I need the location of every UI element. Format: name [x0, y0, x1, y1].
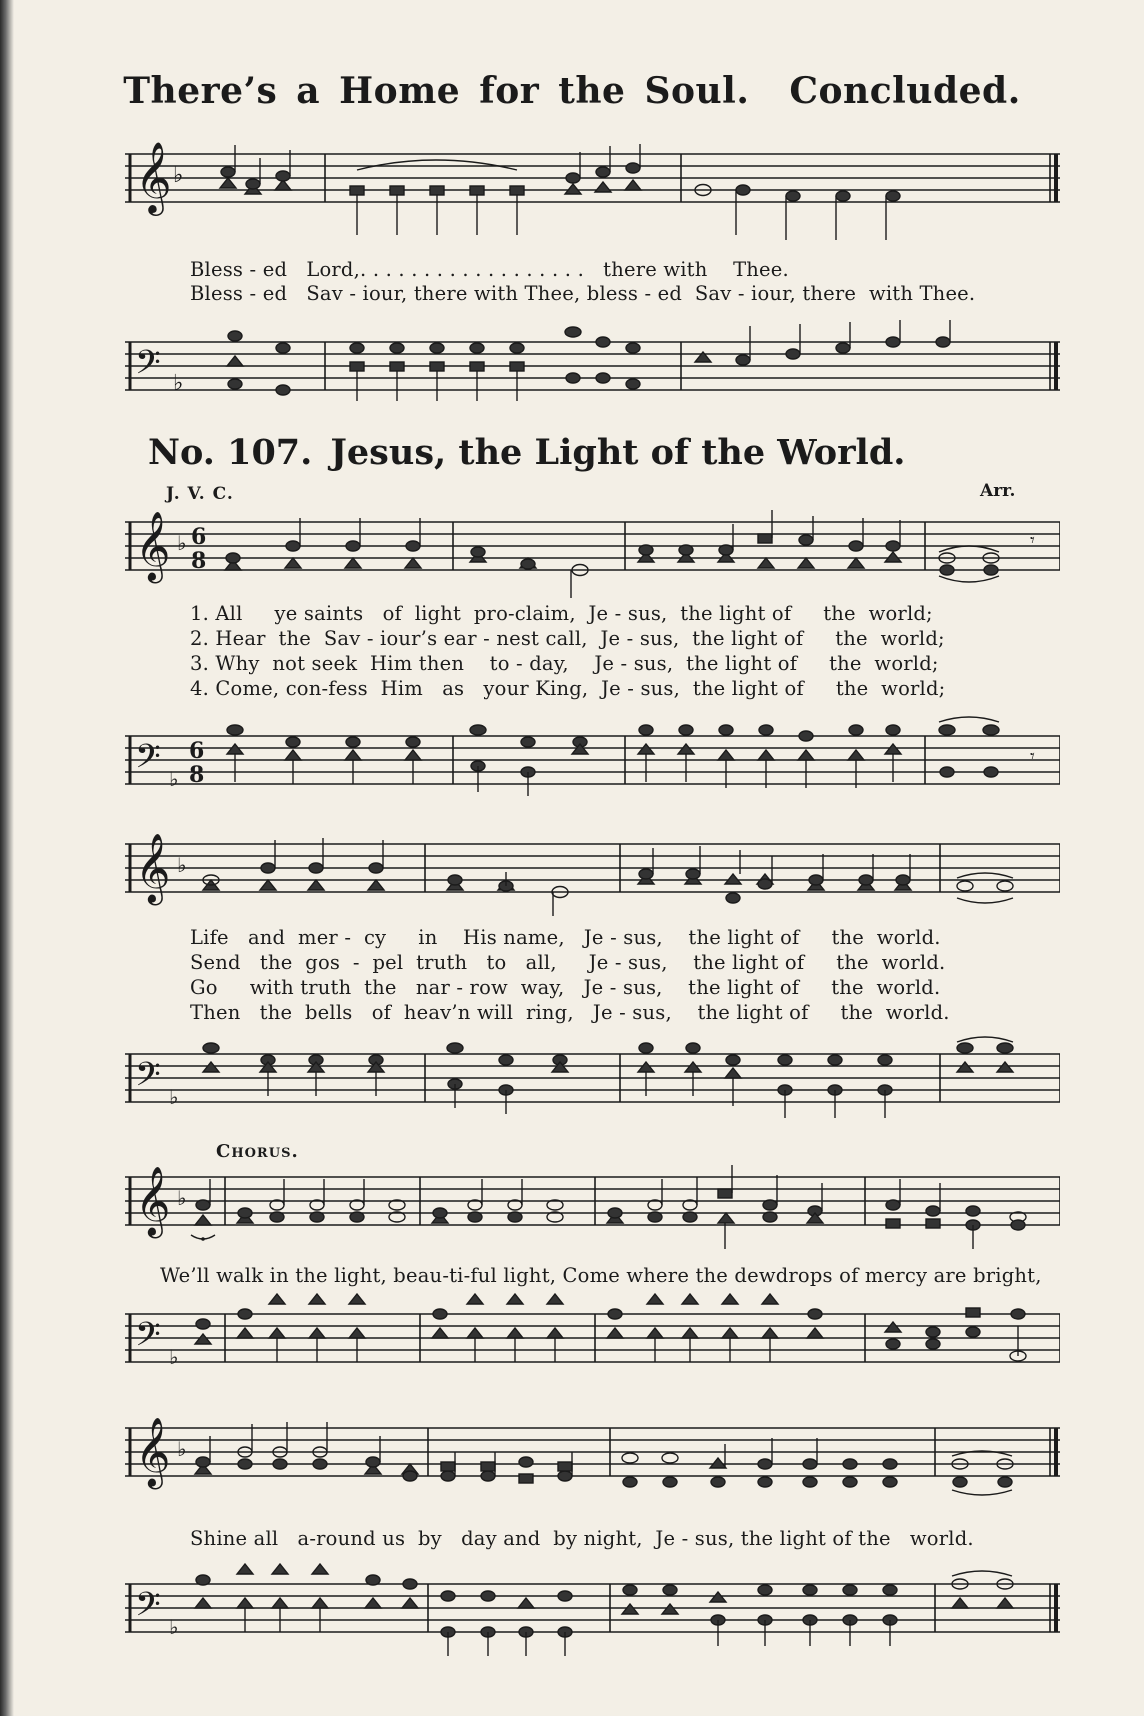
hymn-arranger: Arr. [980, 481, 1016, 501]
bass-clef-icon: 𝄢 [135, 344, 161, 390]
page-edge-shadow [0, 0, 14, 1716]
verse2-line2: Send the gos - pel truth to all, Je - sus, the light of the world. [190, 951, 946, 974]
verse1-line1: 1. All ye saints of light pro-claim, Je - sus, the light of the world; [190, 602, 933, 625]
flat-icon: ♭ [169, 767, 179, 791]
prev-hymn-bass-staff [125, 316, 1060, 436]
hymn-heading [148, 432, 906, 473]
hymn-author: J. V. C. [166, 484, 234, 504]
treble-staff-svg [125, 832, 1060, 922]
treble-clef-icon: 𝄞 [135, 140, 172, 213]
verse4-line2: Then the bells of heav’n will ring, Je - sus, the light of the world. [190, 1001, 950, 1024]
hymn-number: No. 107. [148, 432, 313, 473]
time-signature-bottom: 8 [189, 762, 205, 788]
bass-clef-icon: 𝄢 [135, 1056, 161, 1102]
flat-icon: ♭ [177, 1186, 187, 1210]
verse3-line2: Go with truth the nar - row way, Je - sus, the light of the world. [190, 976, 941, 999]
eighth-rest-icon: 𝄾 [1030, 746, 1035, 767]
chorus2-bass-staff [125, 1560, 1060, 1680]
bass-staff-svg [125, 1290, 1060, 1380]
bass-staff-svg [125, 712, 1060, 802]
system2-bass-staff [125, 1030, 1060, 1150]
flat-icon: ♭ [173, 371, 184, 396]
verse4-line1: 4. Come, con-fess Him as your King, Je - sus, the light of the world; [190, 677, 946, 700]
bass-clef-icon: 𝄢 [135, 1586, 161, 1632]
treble-clef-icon: 𝄞 [135, 833, 171, 903]
bass-staff-svg [125, 316, 1060, 436]
system1-bass-staff [125, 712, 1060, 832]
verse1-line2: Life and mer - cy in His name, Je - sus, the light of the world. [190, 926, 941, 949]
flat-icon: ♭ [177, 531, 187, 555]
hymn-title: Jesus, the Light of the World. [330, 432, 906, 473]
chorus-label: Chorus. [216, 1141, 299, 1162]
chorus-lyric-line-1: We’ll walk in the light, beau-ti-ful light, Come where the dewdrops of mercy are bright, [160, 1264, 1042, 1287]
treble-clef-icon: 𝄞 [135, 511, 171, 581]
flat-icon: ♭ [169, 1085, 179, 1109]
eighth-rest-icon: 𝄾 [1030, 530, 1035, 551]
chorus-lyric-line-2: Shine all a-round us by day and by night, Je - sus, the light of the world. [190, 1527, 974, 1550]
bass-staff-svg [125, 1560, 1060, 1660]
page-title [0, 70, 1144, 112]
time-signature-bottom: 8 [191, 548, 207, 574]
treble-staff-svg [125, 140, 1060, 260]
flat-icon: ♭ [169, 1615, 179, 1639]
treble-clef-icon: 𝄞 [135, 1166, 171, 1236]
treble-clef-icon: 𝄞 [135, 1417, 171, 1487]
flat-icon: ♭ [177, 853, 187, 877]
page-title-main: There’s a Home for the Soul. [123, 70, 750, 112]
time-signature-top: 6 [189, 738, 205, 764]
prev-hymn-lyric-line-1: Bless - ed Lord,. . . . . . . . . . . . . . . . . . there with Thee. [190, 258, 789, 281]
time-signature-top: 6 [191, 524, 207, 550]
treble-staff-svg [125, 1416, 1060, 1516]
prev-hymn-treble-staff [125, 140, 1060, 260]
bass-staff-svg [125, 1030, 1060, 1120]
flat-icon: ♭ [169, 1345, 179, 1369]
treble-staff-svg [125, 510, 1060, 600]
treble-staff-svg [125, 1165, 1060, 1265]
fermata-dot [201, 1237, 205, 1241]
page-title-concluded: Concluded. [789, 70, 1021, 112]
chorus2-treble-staff [125, 1416, 1060, 1536]
verse2-line1: 2. Hear the Sav - iour’s ear - nest call, Je - sus, the light of the world; [190, 627, 945, 650]
flat-icon: ♭ [173, 163, 184, 188]
verse3-line1: 3. Why not seek Him then to - day, Je - sus, the light of the world; [190, 652, 939, 675]
bass-clef-icon: 𝄢 [135, 738, 161, 784]
prev-hymn-lyric-line-2: Bless - ed Sav - iour, there with Thee, bless - ed Sav - iour, there with Thee. [190, 282, 976, 305]
chorus1-bass-staff [125, 1290, 1060, 1410]
flat-icon: ♭ [177, 1437, 187, 1461]
bass-clef-icon: 𝄢 [135, 1316, 161, 1362]
